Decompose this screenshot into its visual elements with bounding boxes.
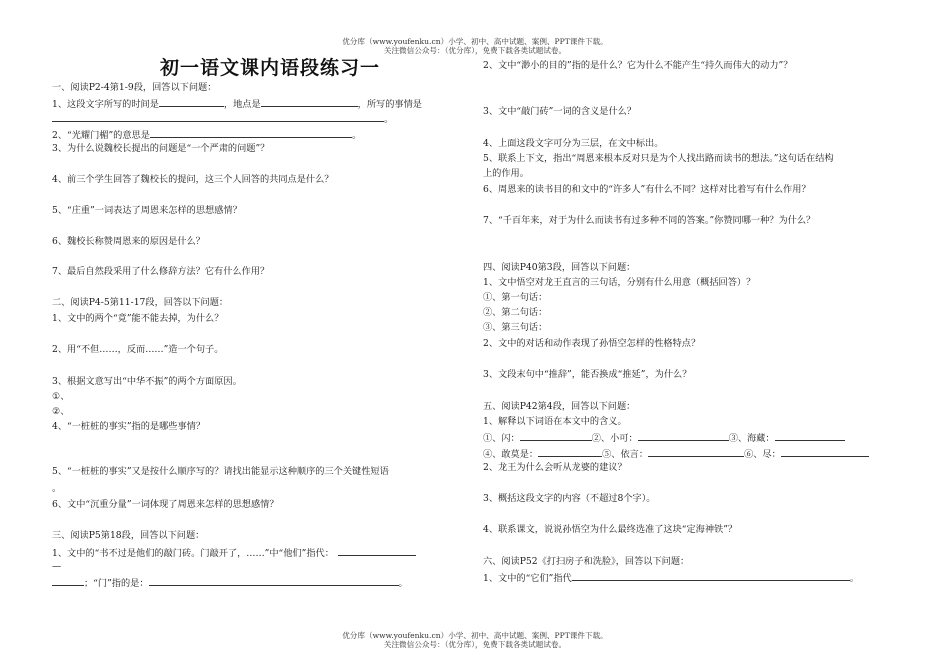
question-line: ④、敢莫是： ⑤、依言： ⑥、尽： [483,447,869,461]
answer-item: ②、 [52,406,70,417]
answer-item: ①、 [52,391,70,402]
question-line: 1、解释以下词语在本文中的含义。 [483,416,627,427]
question-line: 7、最后自然段采用了什么修辞方法？它有什么作用？ [52,266,270,277]
footer-line-1: 优分库（www.youfenku.cn）小学、初中、高中试题、案例、PPT课件下载。 [342,631,608,640]
section-4-heading: 四、阅读P40第3段，回答以下问题： [483,262,636,273]
question-line: 2、文中的对话和动作表现了孙悟空怎样的性格特点？ [483,338,701,349]
section-5-heading: 五、阅读P42第4段，回答以下问题： [483,401,636,412]
question-line: 2、文中“渺小的目的”指的是什么？它为什么不能产生“持久而伟大的动力”？ [483,60,793,71]
answer-blank[interactable] [520,431,592,441]
question-line: 上的作用。 [483,168,529,179]
header-line-2: 关注微信公众号：（优分库），免费下载各类试题试卷。 [383,46,567,55]
section-6-heading: 六、阅读P52《打扫房子和洗脸》，回答以下问题： [483,556,690,567]
answer-blank[interactable] [159,97,224,107]
question-line: 6、文中“沉重分量”一词体现了周恩来怎样的思想感情？ [52,499,279,510]
question-line: 。 [52,112,393,126]
section-2-heading: 二、阅读P4-5第11-17段，回答以下问题： [52,297,229,308]
footer-line-2: 关注微信公众号：（优分库），免费下载各类试题试卷。 [383,640,567,649]
answer-blank[interactable] [149,576,399,586]
answer-blank[interactable] [638,431,729,441]
question-line: 4、上面这段文字可分为三层，在文中标出。 [483,138,664,149]
question-line: 1、文中的“书不过是他们的敲门砖。门敲开了，……”中“他们”指代： [52,546,416,560]
question-line: 4、联系课文，说说孙悟空为什么最终选准了这块“定海神铁”？ [483,524,738,535]
answer-blank[interactable] [52,112,384,122]
answer-blank[interactable] [648,447,744,457]
answer-blank[interactable] [781,447,869,457]
question-line: 5、联系上下文，指出“周恩来根本反对只是为个人找出路而读书的想法。”这句话在结构 [483,153,834,164]
question-line: 1、文中的“它们”指代 。 [483,573,859,584]
question-line: 。 [52,483,62,494]
question-line: — [52,561,62,572]
question-line: ；“门”指的是： 。 [52,576,408,590]
question-line: 3、根据文意写出“中华不振”的两个方面原因。 [52,376,242,387]
answer-blank[interactable] [150,128,352,138]
question-line: 3、为什么说魏校长提出的问题是“一个严肃的问题”？ [52,143,270,154]
question-line: 5、“一桩桩的事实”又是按什么顺序写的？请找出能显示这种顺序的三个关键性短语 [52,466,389,477]
question-line: 2、“光耀门楣”的意思是 。 [52,130,362,141]
answer-blank[interactable] [572,571,850,581]
question-line: 6、魏校长称赞周恩来的原因是什么？ [52,236,205,247]
header-line-1: 优分库（www.youfenku.cn）小学、初中、高中试题、案例、PPT课件下载。 [342,37,608,46]
question-line: 3、文中“敲门砖”一词的含义是什么？ [483,106,637,117]
question-line: ①、闪： ②、小可： ③、海藏： [483,431,845,445]
answer-blank[interactable] [775,431,845,441]
question-line: 5、“庄重”一词表达了周恩来怎样的思想感情？ [52,205,242,216]
answer-blank[interactable] [261,97,358,107]
question-line: 1、这段文字所写的时间是 ，地点是 ，所写的事情是 [52,99,422,110]
question-line: 3、文段末句中“推辞”，能否换成“推延”，为什么？ [483,369,692,380]
question-line: 4、“一桩桩的事实”指的是哪些事情？ [52,421,206,432]
answer-item: ③、第三句话： [483,322,548,333]
question-line: 3、概括这段文字的内容（不超过8个字）。 [483,493,656,504]
answer-blank[interactable] [538,447,602,457]
question-line: 6、周恩来的读书目的和文中的“许多人”有什么不同？这样对比着写有什么作用？ [483,184,811,195]
question-line: 2、龙王为什么会听从龙婆的建议？ [483,462,627,473]
page-title: 初一语文课内语段练习一 [160,57,381,79]
answer-blank[interactable] [52,576,84,586]
question-line: 7、“千百年来，对于为什么而读书有过多种不同的答案。”你赞同哪一种？为什么？ [483,215,816,226]
question-line: 1、文中悟空对龙王直言的三句话，分别有什么用意（概括回答）？ [483,277,756,288]
page-header [0,37,950,55]
page-footer [0,631,950,649]
answer-item: ①、第一句话： [483,292,548,303]
answer-blank[interactable] [338,546,416,556]
question-line: 4、前三个学生回答了魏校长的提问，这三个人回答的共同点是什么？ [52,174,334,185]
section-3-heading: 三、阅读P5第18段，回答以下问题： [52,530,205,541]
question-line: 1、文中的两个“竟”能不能去掉，为什么？ [52,313,224,324]
section-1-heading: 一、阅读P2-4第1-9段，回答以下问题： [52,82,217,93]
answer-item: ②、第二句话： [483,307,548,318]
question-line: 2、用“不但……，反而……”造一个句子。 [52,344,224,355]
